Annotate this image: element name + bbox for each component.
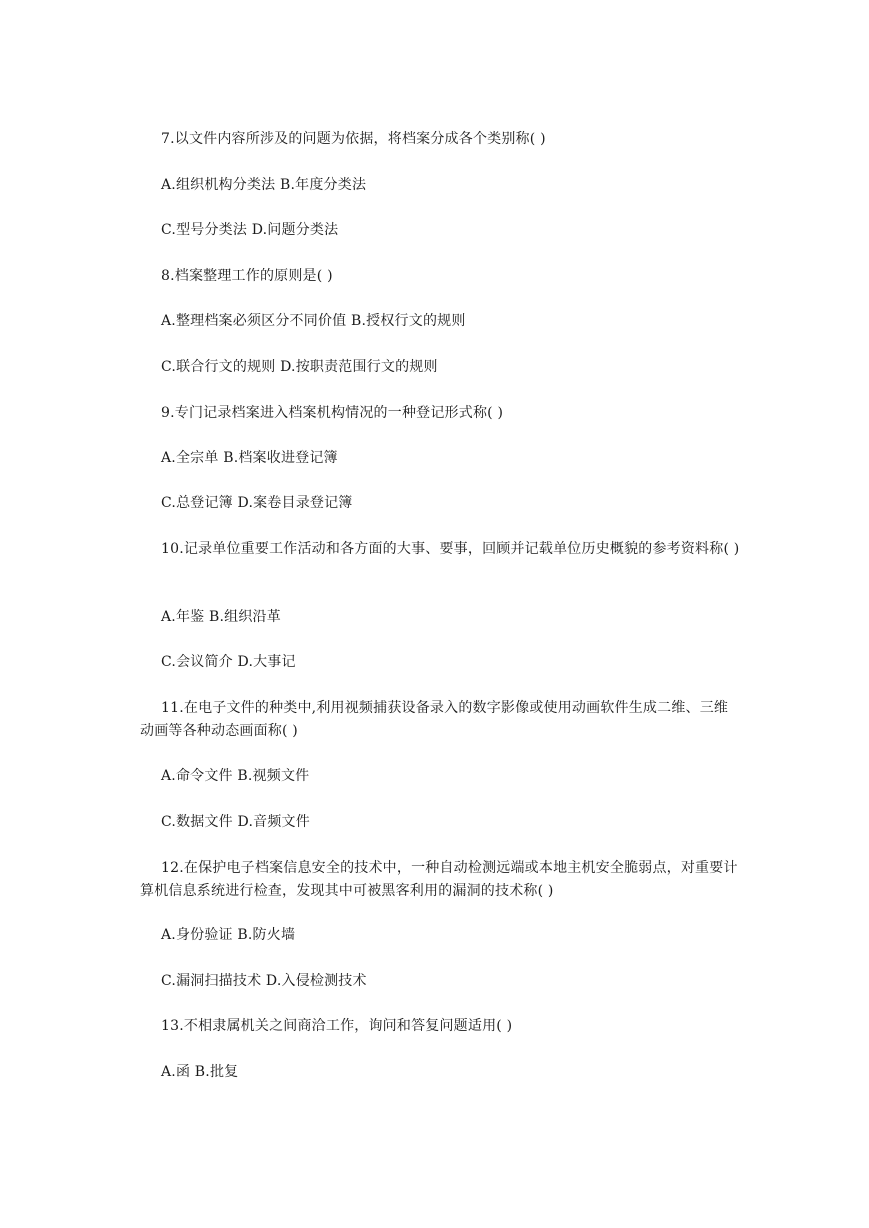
question-7-options-cd: C.型号分类法 D.问题分类法 bbox=[161, 222, 339, 238]
question-11-options-cd: C.数据文件 D.音频文件 bbox=[161, 814, 310, 830]
question-11: 11.在电子文件的种类中,利用视频捕获设备录入的数字影像或使用动画软件生成二维、三维动画等各种动态画面称( ) bbox=[140, 700, 729, 739]
question-12-options-ab: A.身份验证 B.防火墙 bbox=[161, 927, 296, 943]
question-11-options-ab: A.命令文件 B.视频文件 bbox=[161, 768, 310, 784]
question-8: 8.档案整理工作的原则是( ) bbox=[161, 268, 333, 284]
question-12: 12.在保护电子档案信息安全的技术中，一种自动检测远端或本地主机安全脆弱点，对重要计算机信息系统进行检查，发现其中可被黑客利用的漏洞的技术称( ) bbox=[140, 860, 738, 899]
question-8-options-ab: A.整理档案必须区分不同价值 B.授权行文的规则 bbox=[161, 313, 466, 329]
question-10-options-ab: A.年鉴 B.组织沿革 bbox=[161, 609, 281, 625]
question-10: 10.记录单位重要工作活动和各方面的大事、要事，回顾并记载单位历史概貌的参考资料称( ) bbox=[161, 541, 740, 557]
question-7: 7.以文件内容所涉及的问题为依据，将档案分成各个类别称( ) bbox=[161, 131, 546, 147]
question-9: 9.专门记录档案进入档案机构情况的一种登记形式称( ) bbox=[161, 405, 504, 421]
question-7-options-ab: A.组织机构分类法 B.年度分类法 bbox=[161, 177, 367, 193]
question-9-options-cd: C.总登记簿 D.案卷目录登记簿 bbox=[161, 495, 353, 511]
question-13-options-ab: A.函 B.批复 bbox=[161, 1064, 239, 1080]
question-13: 13.不相隶属机关之间商洽工作，询问和答复问题适用( ) bbox=[161, 1018, 513, 1034]
question-9-options-ab: A.全宗单 B.档案收进登记簿 bbox=[161, 450, 338, 466]
question-10-options-cd: C.会议简介 D.大事记 bbox=[161, 654, 296, 670]
question-12-options-cd: C.漏洞扫描技术 D.入侵检测技术 bbox=[161, 973, 367, 989]
question-8-options-cd: C.联合行文的规则 D.按职责范围行文的规则 bbox=[161, 359, 438, 375]
